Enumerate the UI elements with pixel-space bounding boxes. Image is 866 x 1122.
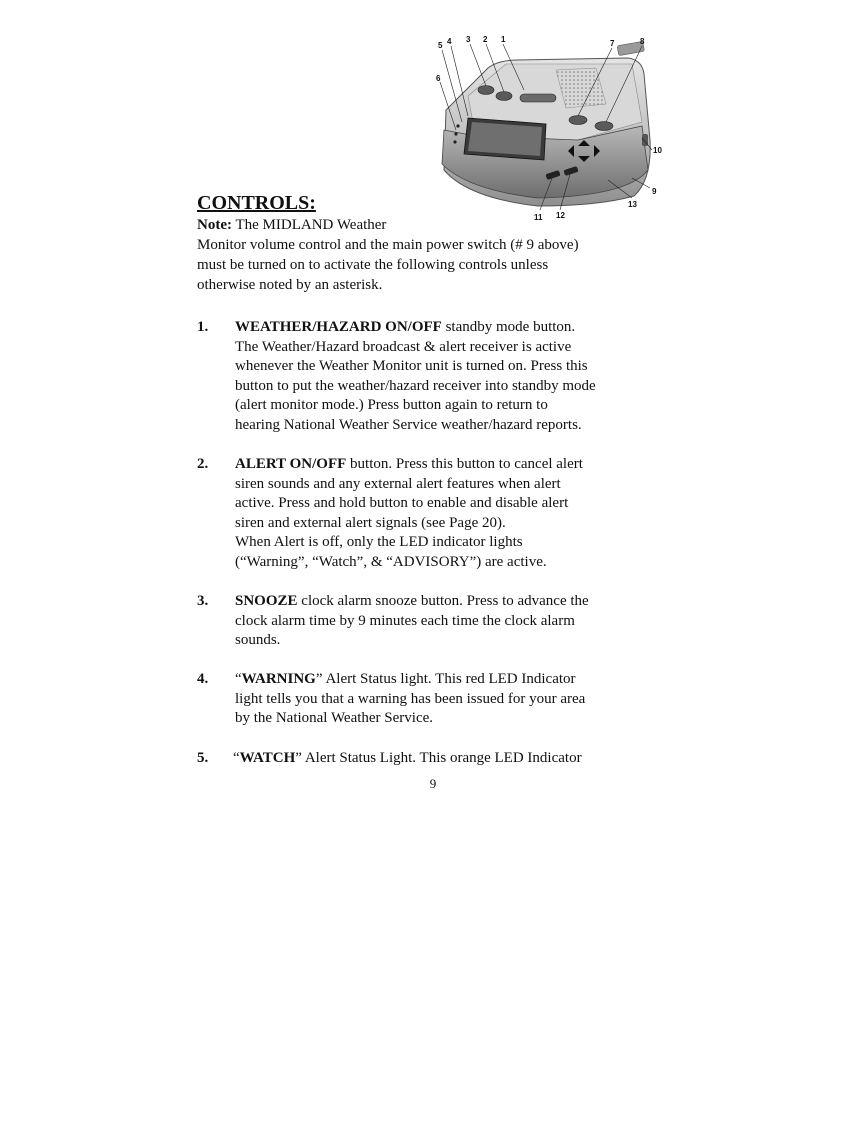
callout-11: 11 (534, 213, 543, 222)
item-number: 3. (197, 593, 209, 609)
callout-12: 12 (556, 211, 565, 220)
callout-5: 5 (438, 41, 443, 50)
item-title: ALERT ON/OFF (235, 456, 347, 472)
weather-radio-figure (428, 30, 668, 230)
weather-button-illustration (520, 94, 556, 102)
alert-button-illustration (496, 92, 512, 101)
callout-7: 7 (610, 39, 615, 48)
watch-led (454, 132, 457, 135)
item-title: WATCH (239, 750, 296, 766)
top-right-button-b (595, 122, 613, 131)
warning-led (456, 124, 459, 127)
callout-3: 3 (466, 35, 471, 44)
item-number: 5. (197, 750, 209, 766)
item-number: 4. (197, 671, 209, 687)
callout-8: 8 (640, 37, 645, 46)
callout-6: 6 (436, 74, 441, 83)
callout-13: 13 (628, 200, 637, 209)
item-title: WEATHER/HAZARD ON/OFF (235, 319, 442, 335)
item-title: WARNING (241, 671, 316, 687)
top-right-button-a (569, 116, 587, 125)
note-paragraph (197, 215, 667, 295)
callout-10: 10 (653, 146, 662, 155)
item-number: 2. (197, 456, 209, 472)
section-heading: CONTROLS: (197, 192, 316, 214)
lcd-inner (468, 122, 542, 156)
callout-2: 2 (483, 35, 488, 44)
callout-9: 9 (652, 187, 657, 196)
item-number: 1. (197, 319, 209, 335)
note-label: Note: (197, 217, 232, 233)
snooze-button-illustration (478, 86, 494, 95)
page-number: 9 (429, 776, 437, 791)
note-line: Monitor volume control and the main power switch (# 9 above) (197, 237, 579, 253)
item-title: SNOOZE (235, 593, 298, 609)
callout-1: 1 (501, 35, 506, 44)
advisory-led (453, 140, 456, 143)
callout-4: 4 (447, 37, 452, 46)
note-line: otherwise noted by an asterisk. (197, 277, 383, 293)
note-line: must be turned on to activate the following controls unless (197, 257, 549, 273)
note-line-1: Note: The MIDLAND Weather (197, 217, 387, 233)
